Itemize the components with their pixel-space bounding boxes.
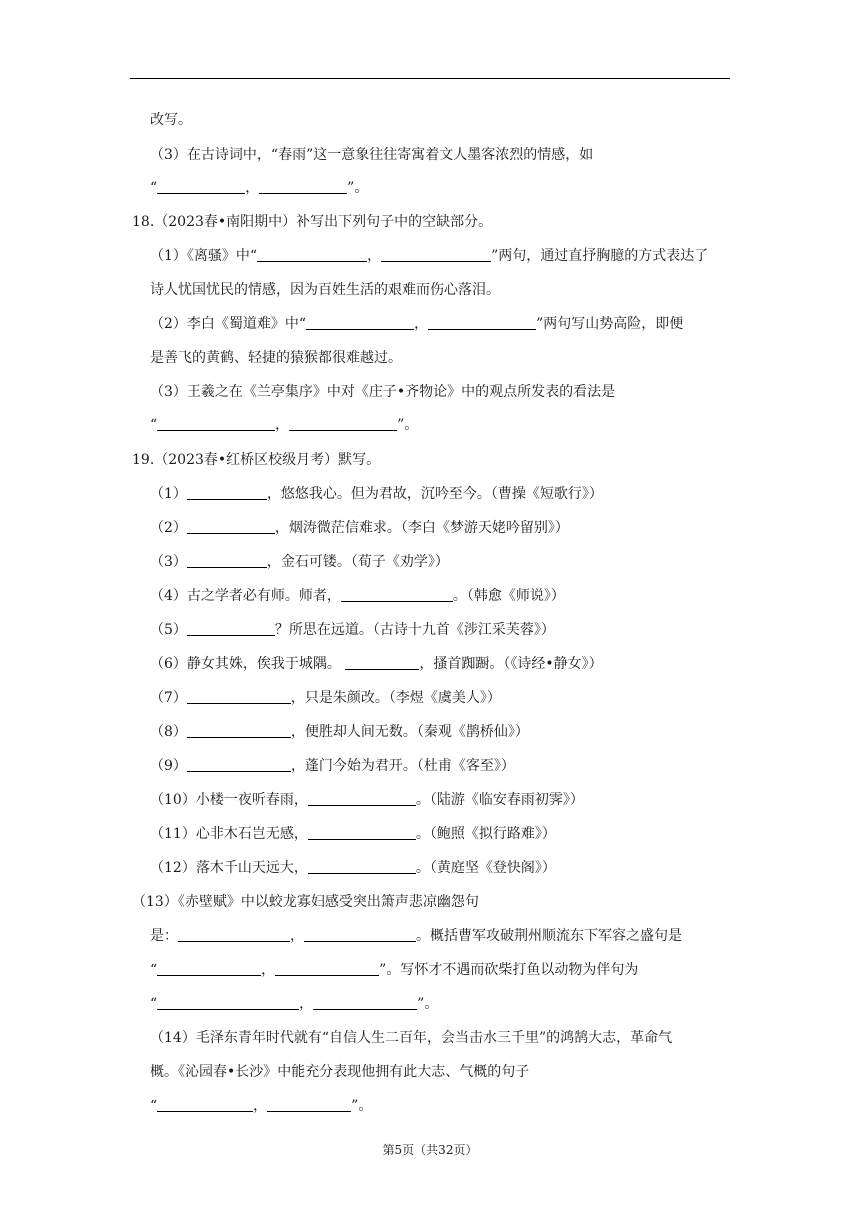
answer-blank[interactable] <box>257 247 367 262</box>
text-line: （5） ？所思在远道。（古诗十九首《涉江采芙蓉》） <box>150 622 555 638</box>
text-line: （3） ，金石可镂。（荀子《劝学》） <box>150 554 449 570</box>
text-line: （10）小楼一夜听春雨， 。（陆游《临安春雨初霁》） <box>150 792 584 808</box>
text-line: （9） ，蓬门今始为君开。（杜甫《客至》） <box>150 758 515 774</box>
answer-blank[interactable] <box>306 315 414 330</box>
answer-blank[interactable] <box>157 179 245 194</box>
answer-blank[interactable] <box>381 247 491 262</box>
question-heading: 19.（2023春•红桥区校级月考）默写。 <box>132 452 381 468</box>
text-line: （1）《离骚》中“ ， ”两句，通过直抒胸臆的方式表达了 <box>150 248 709 264</box>
answer-blank[interactable] <box>267 1097 351 1112</box>
answer-blank[interactable] <box>187 689 291 704</box>
answer-blank[interactable] <box>178 927 290 942</box>
text-line: （4）古之学者必有师。师者， 。（韩愈《师说》） <box>150 588 565 604</box>
answer-blank[interactable] <box>259 179 347 194</box>
page-footer: 第5页（共32页） <box>382 1143 478 1157</box>
text-line: 概。《沁园春•长沙》中能充分表现他拥有此大志、气概的句子 <box>150 1064 530 1080</box>
answer-blank[interactable] <box>187 485 267 500</box>
text-line: （3）王羲之在《兰亭集序》中对《庄子•齐物论》中的观点所发表的看法是 <box>150 384 616 400</box>
header-rule <box>130 78 730 79</box>
text-line: （2） ，烟涛微茫信难求。（李白《梦游天姥吟留别》） <box>150 520 569 536</box>
answer-blank[interactable] <box>341 587 453 602</box>
answer-blank[interactable] <box>308 791 416 806</box>
text-line: 是： ， 。概括曹军攻破荆州顺流东下军容之盛句是 <box>150 928 682 944</box>
answer-blank[interactable] <box>187 553 267 568</box>
text-line: （8） ，便胜却人间无数。（秦观《鹊桥仙》） <box>150 724 529 740</box>
text-line: “ ， ”。 <box>150 996 439 1012</box>
text-line: “ ， ”。 <box>150 1098 373 1114</box>
text-line: （1） ，悠悠我心。但为君故，沉吟至今。（曹操《短歌行》） <box>150 486 603 502</box>
text-line: “ ， ”。写怀才不遇而砍柴打鱼以动物为伴句为 <box>150 962 639 978</box>
answer-blank[interactable] <box>157 1097 253 1112</box>
answer-blank[interactable] <box>308 859 416 874</box>
text-line: （3）在古诗词中，“春雨”这一意象往往寄寓着文人墨客浓烈的情感，如 <box>150 147 594 163</box>
text-line: “ ， ”。 <box>150 180 369 196</box>
answer-blank[interactable] <box>157 961 261 976</box>
answer-blank[interactable] <box>187 519 275 534</box>
answer-blank[interactable] <box>187 621 275 636</box>
text-line: （7） ，只是朱颜改。（李煜《虞美人》） <box>150 690 501 706</box>
text-line: （11）心非木石岂无感， 。（鲍照《拟行路难》） <box>150 826 556 842</box>
answer-blank[interactable] <box>304 927 416 942</box>
answer-blank[interactable] <box>345 655 419 670</box>
text-line: （14）毛泽东青年时代就有“自信人生二百年，会当击水三千里”的鸿鹄大志，革命气 <box>150 1030 673 1046</box>
text-line: （2）李白《蜀道难》中“ ， ”两句写山势高险，即便 <box>150 316 684 332</box>
answer-blank[interactable] <box>308 825 416 840</box>
text-line: 改写。 <box>150 112 192 128</box>
answer-blank[interactable] <box>187 723 291 738</box>
text-line: 是善飞的黄鹤、轻捷的猿猴都很难越过。 <box>150 350 402 366</box>
answer-blank[interactable] <box>157 995 299 1010</box>
answer-blank[interactable] <box>157 416 275 431</box>
answer-blank[interactable] <box>428 315 536 330</box>
text-line: 诗人忧国忧民的情感，因为百姓生活的艰难而伤心落泪。 <box>150 282 500 298</box>
answer-blank[interactable] <box>187 757 291 772</box>
text-line: （6）静女其姝，俟我于城隅。 ，搔首踟蹰。（《诗经•静女》） <box>150 656 603 672</box>
text-line: “ ， ”。 <box>150 417 419 433</box>
text-line: （12）落木千山天远大， 。（黄庭坚《登快阁》） <box>150 860 556 876</box>
answer-blank[interactable] <box>275 961 379 976</box>
text-line: （13）《赤壁赋》中以蛟龙寡妇感受突出箫声悲凉幽怨句 <box>132 894 479 910</box>
answer-blank[interactable] <box>289 416 397 431</box>
answer-blank[interactable] <box>313 995 417 1010</box>
question-heading: 18.（2023春•南阳期中）补写出下列句子中的空缺部分。 <box>132 214 493 230</box>
